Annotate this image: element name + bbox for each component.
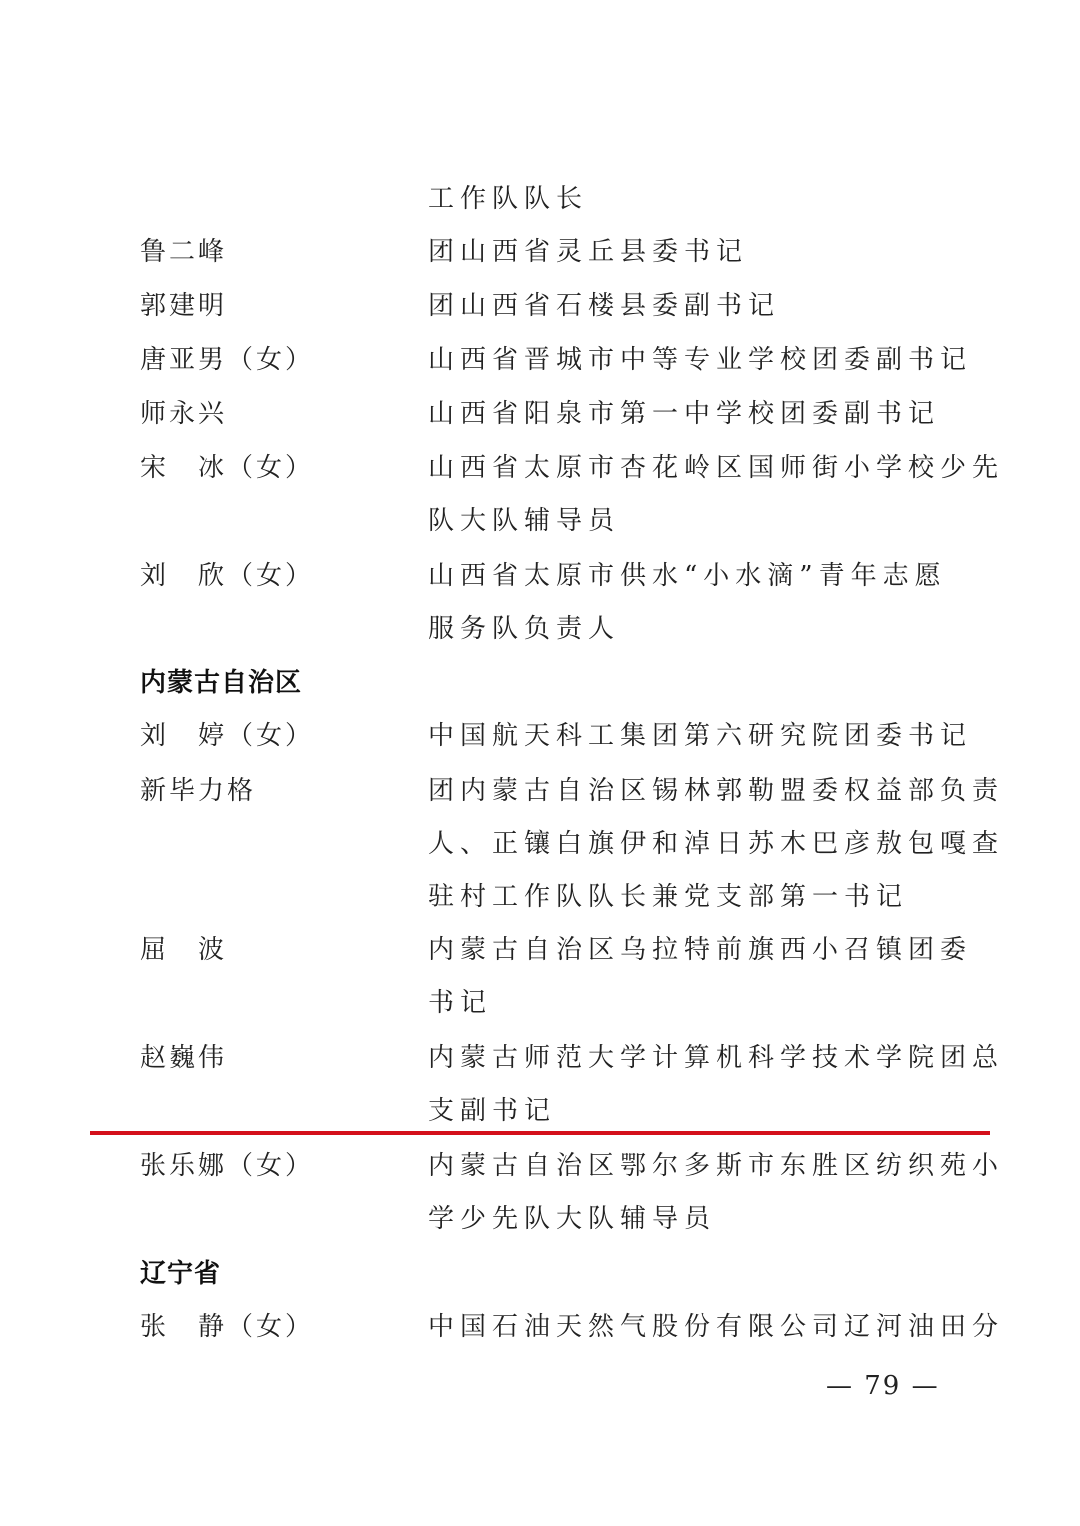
entry-desc: 内蒙古自治区乌拉特前旗西小召镇团委 bbox=[428, 935, 973, 965]
entry-desc: 学少先队大队辅导员 bbox=[428, 1204, 717, 1234]
entry-desc: 中国石油天然气股份有限公司辽河油田分 bbox=[428, 1312, 1005, 1342]
entry-name: 新毕力格 bbox=[140, 776, 257, 806]
entry-desc: 书记 bbox=[428, 988, 493, 1018]
entry-name: 宋 冰（女） bbox=[140, 453, 315, 483]
entry-name: 郭建明 bbox=[140, 291, 228, 321]
entry-desc: 中国航天科工集团第六研究院团委书记 bbox=[428, 721, 973, 751]
entry-desc: 山西省阳泉市第一中学校团委副书记 bbox=[428, 399, 941, 429]
entry-desc: 服务队负责人 bbox=[428, 614, 621, 644]
entry-name: 张 静（女） bbox=[140, 1312, 315, 1342]
entry-desc: 山西省晋城市中等专业学校团委副书记 bbox=[428, 345, 973, 375]
entry-desc: 山西省太原市杏花岭区国师街小学校少先 bbox=[428, 453, 1005, 483]
entry-desc: 队大队辅导员 bbox=[428, 506, 621, 536]
entry-name: 唐亚男（女） bbox=[140, 345, 315, 375]
entry-name: 赵巍伟 bbox=[140, 1043, 228, 1073]
entry-desc: 内蒙古师范大学计算机科学技术学院团总 bbox=[428, 1043, 1005, 1073]
entry-name: 刘 婷（女） bbox=[140, 721, 315, 751]
entry-desc: 团内蒙古自治区锡林郭勒盟委权益部负责 bbox=[428, 776, 1005, 806]
entry-name: 屈 波 bbox=[140, 935, 228, 965]
section-heading: 内蒙古自治区 bbox=[140, 668, 303, 698]
entry-desc: 人、正镶白旗伊和淖日苏木巴彦敖包嘎查 bbox=[428, 829, 1005, 859]
entry-desc: 驻村工作队队长兼党支部第一书记 bbox=[428, 882, 909, 912]
entry-name: 鲁二峰 bbox=[140, 237, 228, 267]
red-divider-line bbox=[90, 1131, 990, 1135]
entry-desc: 团山西省灵丘县委书记 bbox=[428, 237, 749, 267]
section-heading: 辽宁省 bbox=[140, 1259, 222, 1289]
entry-desc: 工作队队长 bbox=[428, 184, 589, 214]
entry-name: 刘 欣（女） bbox=[140, 561, 315, 591]
entry-desc: 支副书记 bbox=[428, 1096, 557, 1126]
entry-desc: 团山西省石楼县委副书记 bbox=[428, 291, 781, 321]
entry-desc: 山西省太原市供水“小水滴”青年志愿 bbox=[428, 561, 947, 591]
entry-desc: 内蒙古自治区鄂尔多斯市东胜区纺织苑小 bbox=[428, 1151, 1005, 1181]
entry-name: 师永兴 bbox=[140, 399, 228, 429]
entry-name: 张乐娜（女） bbox=[140, 1151, 315, 1181]
page-number: — 79 — bbox=[826, 1371, 940, 1401]
